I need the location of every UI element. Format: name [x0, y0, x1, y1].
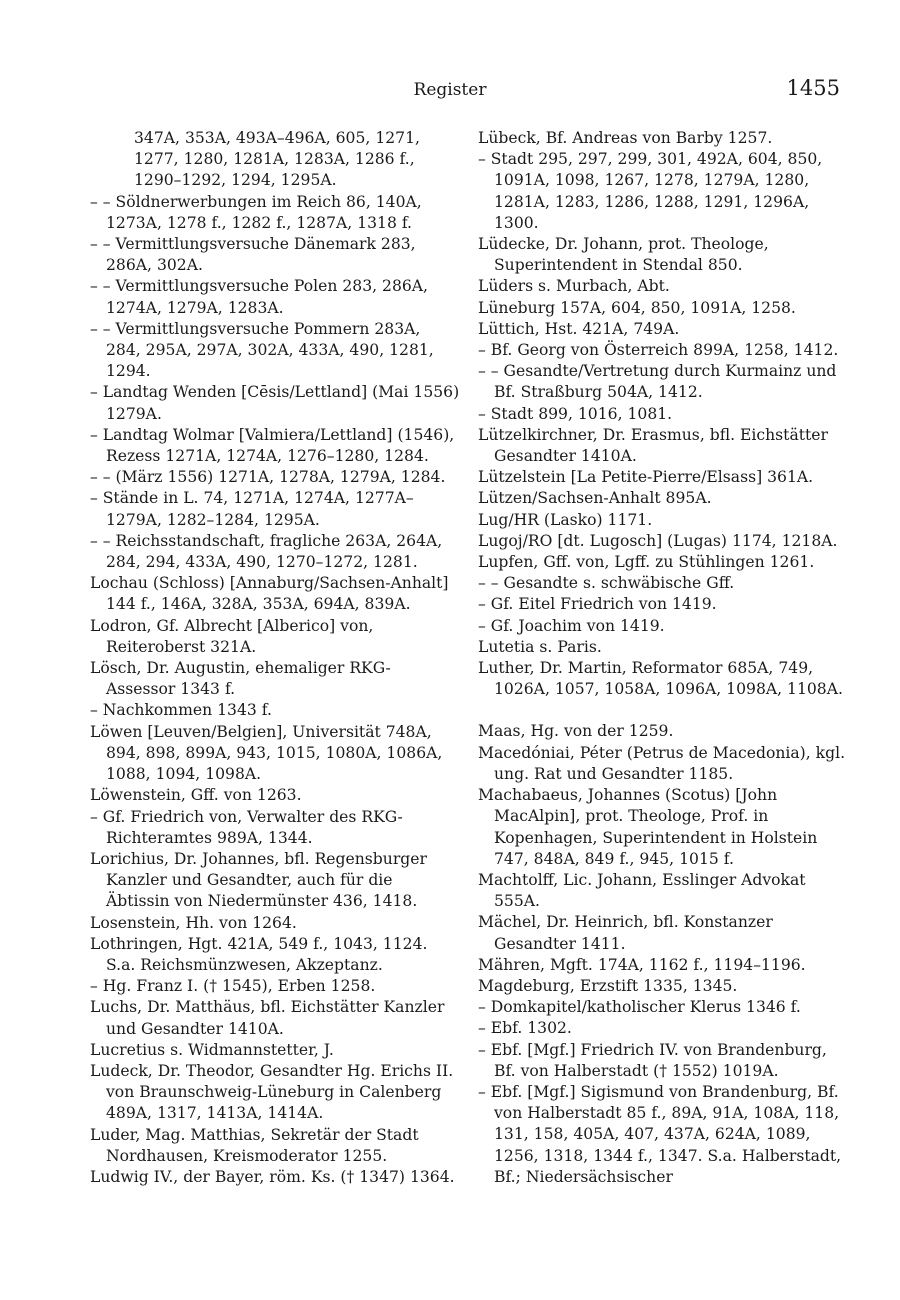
- index-entry: Macedóniai, Péter (Petrus de Macedonia), kgl. ung. Rat und Gesandter 1185.: [478, 743, 846, 783]
- index-entry: – Stadt 295, 297, 299, 301, 492A, 604, 850, 1091A, 1098, 1267, 1278, 1279A, 1280, 1281A, 1283, 1286, 1288, 1291, 1296A, 1300.: [478, 150, 823, 232]
- index-entry: – – Reichsstandschaft, fragliche 263A, 264A, 284, 294, 433A, 490, 1270–1272, 1281.: [90, 531, 443, 572]
- left-column: [90, 128, 460, 1188]
- index-entry: Lüneburg 157A, 604, 850, 1091A, 1258.: [478, 298, 796, 317]
- index-entry: Löwenstein, Gff. von 1263.: [90, 786, 302, 805]
- index-entry: Losenstein, Hh. von 1264.: [90, 913, 297, 932]
- index-entry: – Bf. Georg von Österreich 899A, 1258, 1412.: [478, 341, 839, 360]
- index-entry: Lorichius, Dr. Johannes, bfl. Regensburger Kanzler und Gesandter, auch für die Äbtissin von Niedermünster 436, 1418.: [90, 849, 427, 911]
- index-entry: – Stadt 899, 1016, 1081.: [478, 404, 673, 423]
- index-entry: – – (März 1556) 1271A, 1278A, 1279A, 1284.: [90, 468, 446, 487]
- index-entry: Lüdecke, Dr. Johann, prot. Theologe, Superintendent in Stendal 850.: [478, 235, 769, 275]
- index-entry: Machtolff, Lic. Johann, Esslinger Advokat 555A.: [478, 870, 806, 911]
- index-entry: – Nachkommen 1343 f.: [90, 701, 272, 720]
- index-entry: Luchs, Dr. Matthäus, bfl. Eichstätter Kanzler und Gesandter 1410A.: [90, 998, 445, 1038]
- index-entry: – Ebf. 1302.: [478, 1019, 572, 1038]
- index-entry: – – Gesandte s. schwäbische Gff.: [478, 574, 735, 593]
- index-entry: Lucretius s. Widmannstetter, J.: [90, 1040, 334, 1059]
- index-entry: Lodron, Gf. Albrecht [Alberico] von, Reiteroberst 321A.: [90, 616, 374, 656]
- index-entry: Lugoj/RO [dt. Lugosch] (Lugas) 1174, 1218A.: [478, 531, 838, 550]
- index-entry: Lüders s. Murbach, Abt.: [478, 277, 670, 296]
- index-entry: Lug/HR (Lasko) 1171.: [478, 510, 653, 529]
- page-number: 1455: [786, 76, 840, 100]
- index-entry: Lupfen, Gff. von, Lgff. zu Stühlingen 1261.: [478, 553, 815, 572]
- right-column: [478, 128, 848, 1188]
- section-spacer: [478, 700, 848, 721]
- index-entry: – – Söldnerwerbungen im Reich 86, 140A, 1273A, 1278 f., 1282 f., 1287A, 1318 f.: [90, 192, 422, 232]
- index-entry: Luder, Mag. Matthias, Sekretär der Stadt Nordhausen, Kreismoderator 1255.: [90, 1125, 419, 1165]
- index-entry: Lochau (Schloss) [Annaburg/Sachsen-Anhalt] 144 f., 146A, 328A, 353A, 694A, 839A.: [90, 574, 449, 614]
- index-entry: Lösch, Dr. Augustin, ehemaliger RKG-Assessor 1343 f.: [90, 659, 391, 699]
- index-entry: Lutetia s. Paris.: [478, 637, 602, 656]
- index-entry: Machabaeus, Johannes (Scotus) [John MacAlpin], prot. Theologe, Prof. in Kopenhagen, Superintendent in Holstein 747, 848A, 849 f., 945, 1015 f.: [478, 786, 818, 868]
- index-entry: Maas, Hg. von der 1259.: [478, 722, 674, 741]
- index-entry: Mächel, Dr. Heinrich, bfl. Konstanzer Gesandter 1411.: [478, 913, 773, 953]
- index-entry: – Domkapitel/katholischer Klerus 1346 f.: [478, 998, 801, 1017]
- index-entry: Ludeck, Dr. Theodor, Gesandter Hg. Erichs II. von Braunschweig-Lüneburg in Calenberg 489A, 1317, 1413A, 1414A.: [90, 1061, 454, 1123]
- index-entry: – – Vermittlungsversuche Polen 283, 286A, 1274A, 1279A, 1283A.: [90, 277, 429, 317]
- index-entry: – – Vermittlungsversuche Dänemark 283, 286A, 302A.: [90, 235, 416, 275]
- index-entry: – Landtag Wenden [Cēsis/Lettland] (Mai 1556) 1279A.: [90, 383, 460, 423]
- index-entry: Lützelkirchner, Dr. Erasmus, bfl. Eichstätter Gesandter 1410A.: [478, 425, 828, 466]
- index-entry: – Ebf. [Mgf.] Sigismund von Brandenburg, Bf. von Halberstadt 85 f., 89A, 91A, 108A, 118, 131, 158, 405A, 407, 437A, 624A, 1089, 1256, 1318, 1344 f., 1347. S.a. Halberstadt, Bf.; Niedersächsischer: [478, 1082, 842, 1186]
- index-entry: – Gf. Joachim von 1419.: [478, 616, 665, 635]
- index-entry: – – Gesandte/Vertretung durch Kurmainz und Bf. Straßburg 504A, 1412.: [478, 362, 837, 402]
- index-entry: Mähren, Mgft. 174A, 1162 f., 1194–1196.: [478, 955, 806, 974]
- running-header-title: Register: [413, 80, 487, 100]
- index-entry: – Landtag Wolmar [Valmiera/Lettland] (1546), Rezess 1271A, 1274A, 1276–1280, 1284.: [90, 425, 455, 466]
- index-entry: Luther, Dr. Martin, Reformator 685A, 749, 1026A, 1057, 1058A, 1096A, 1098A, 1108A.: [478, 659, 843, 699]
- index-entry: 347A, 353A, 493A–496A, 605, 1271, 1277, 1280, 1281A, 1283A, 1286 f., 1290–1292, 1294, 1295A.: [134, 129, 420, 190]
- index-entry: – Gf. Eitel Friedrich von 1419.: [478, 595, 717, 614]
- index-entry: Magdeburg, Erzstift 1335, 1345.: [478, 976, 738, 995]
- index-entry: – Ebf. [Mgf.] Friedrich IV. von Brandenburg, Bf. von Halberstadt († 1552) 1019A.: [478, 1040, 827, 1080]
- index-entry: Ludwig IV., der Bayer, röm. Ks. († 1347) 1364.: [90, 1167, 455, 1186]
- index-entry: Lützen/Sachsen-Anhalt 895A.: [478, 489, 712, 508]
- index-entry: Löwen [Leuven/Belgien], Universität 748A, 894, 898, 899A, 943, 1015, 1080A, 1086A, 1088, 1094, 1098A.: [90, 722, 443, 784]
- index-entry: Lothringen, Hgt. 421A, 549 f., 1043, 1124. S.a. Reichsmünzwesen, Akzeptanz.: [90, 934, 428, 974]
- index-entry: – Stände in L. 74, 1271A, 1274A, 1277A–1279A, 1282–1284, 1295A.: [90, 489, 414, 529]
- index-entry: Lübeck, Bf. Andreas von Barby 1257.: [478, 129, 773, 147]
- index-entry: Lützelstein [La Petite-Pierre/Elsass] 361A.: [478, 468, 814, 487]
- index-entry: Lüttich, Hst. 421A, 749A.: [478, 319, 680, 338]
- index-entry: – Gf. Friedrich von, Verwalter des RKG-Richteramtes 989A, 1344.: [90, 807, 403, 847]
- index-entry: – Hg. Franz I. († 1545), Erben 1258.: [90, 977, 376, 996]
- index-entry: – – Vermittlungsversuche Pommern 283A, 284, 295A, 297A, 302A, 433A, 490, 1281, 1294.: [90, 319, 434, 381]
